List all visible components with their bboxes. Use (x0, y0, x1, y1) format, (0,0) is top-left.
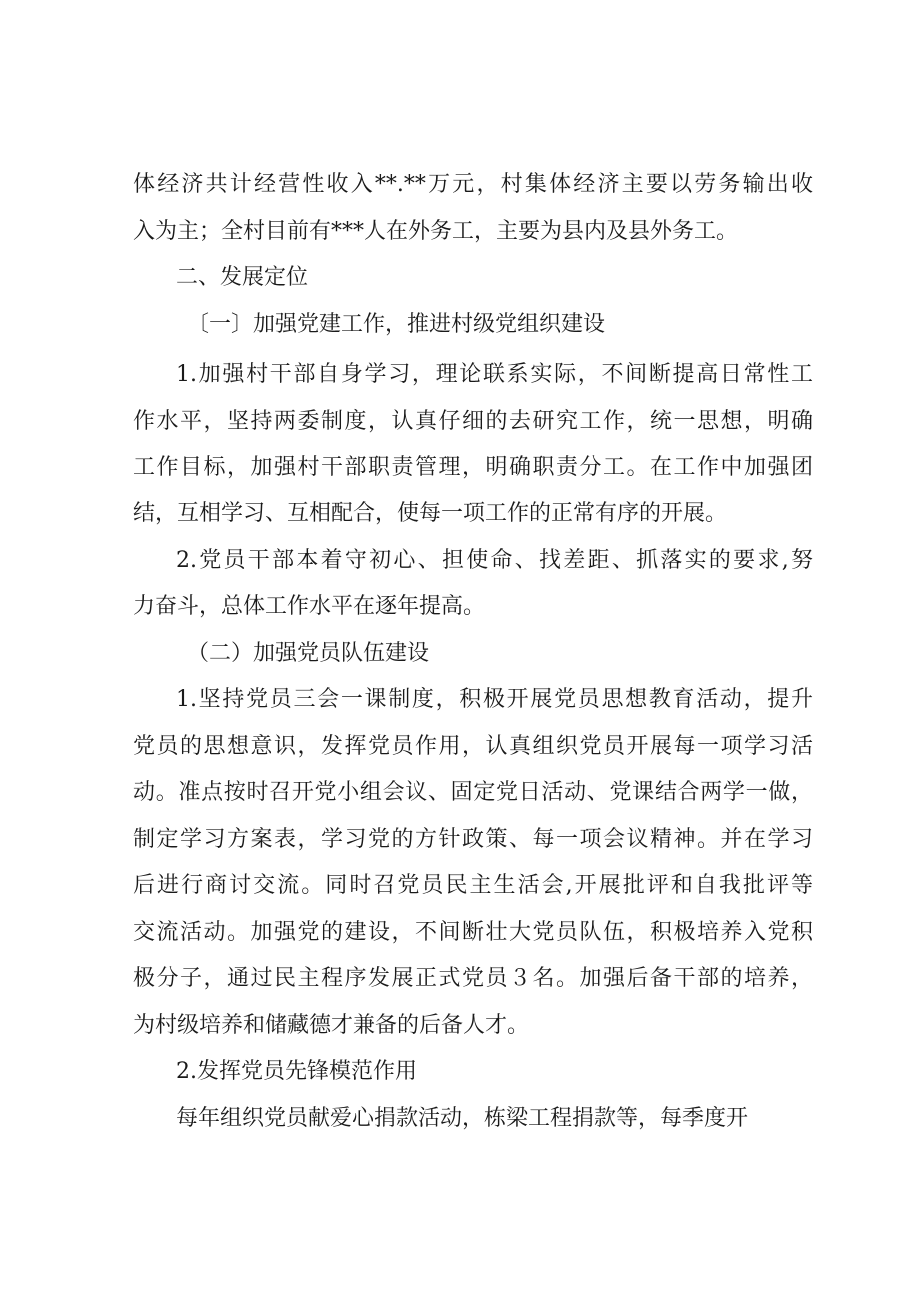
paragraph-line: 交流活动。加强党的建设，不间断壮大党员队伍，积极培养入党积 (133, 920, 813, 945)
paragraph-line: 为村级培养和储藏德才兼备的后备人才。 (133, 1013, 530, 1038)
paragraph-line: 工作目标，加强村干部职责管理，明确职责分工。在工作中加强团 (133, 455, 813, 480)
paragraph-line: 1.坚持党员三会一课制度，积极开展党员思想教育活动，提升 (176, 687, 813, 712)
paragraph-line: 入为主；全村目前有***人在外务工，主要为县内及县外务工。 (133, 219, 739, 244)
paragraph-line: 作水平，坚持两委制度，认真仔细的去研究工作，统一思想，明确 (133, 409, 813, 434)
paragraph-line: 动。准点按时召开党小组会议、固定党日活动、党课结合两学一做， (133, 780, 813, 805)
paragraph-line: 后进行商讨交流。同时召党员民主生活会,开展批评和自我批评等 (133, 873, 813, 898)
paragraph-line: 制定学习方案表，学习党的方针政策、每一项会议精神。并在学习 (133, 827, 813, 852)
paragraph-line: 2.党员干部本着守初心、担使命、找差距、抓落实的要求,努 (176, 548, 813, 573)
paragraph-line: 体经济共计经营性收入**.**万元，村集体经济主要以劳务输出收 (133, 172, 813, 197)
subsection-heading: （二）加强党员队伍建设 (187, 641, 430, 666)
paragraph-line: 1.加强村干部自身学习，理论联系实际，不间断提高日常性工 (176, 362, 813, 387)
paragraph-line: 力奋斗，总体工作水平在逐年提高。 (133, 594, 486, 619)
paragraph-line: 党员的思想意识，发挥党员作用，认真组织党员开展每一项学习活 (133, 734, 813, 759)
paragraph-line: 结，互相学习、互相配合，使每一项工作的正常有序的开展。 (133, 501, 728, 526)
paragraph-line: 每年组织党员献爱心捐款活动，栋梁工程捐款等，每季度开 (176, 1106, 749, 1131)
paragraph-line: 极分子，通过民主程序发展正式党员３名。加强后备干部的培养， (133, 966, 813, 991)
subsection-heading: 〔一〕加强党建工作，推进村级党组织建设 (187, 312, 606, 337)
section-heading: 二、发展定位 (176, 265, 309, 290)
subsection-heading: 2.发挥党员先锋模范作用 (176, 1059, 417, 1084)
